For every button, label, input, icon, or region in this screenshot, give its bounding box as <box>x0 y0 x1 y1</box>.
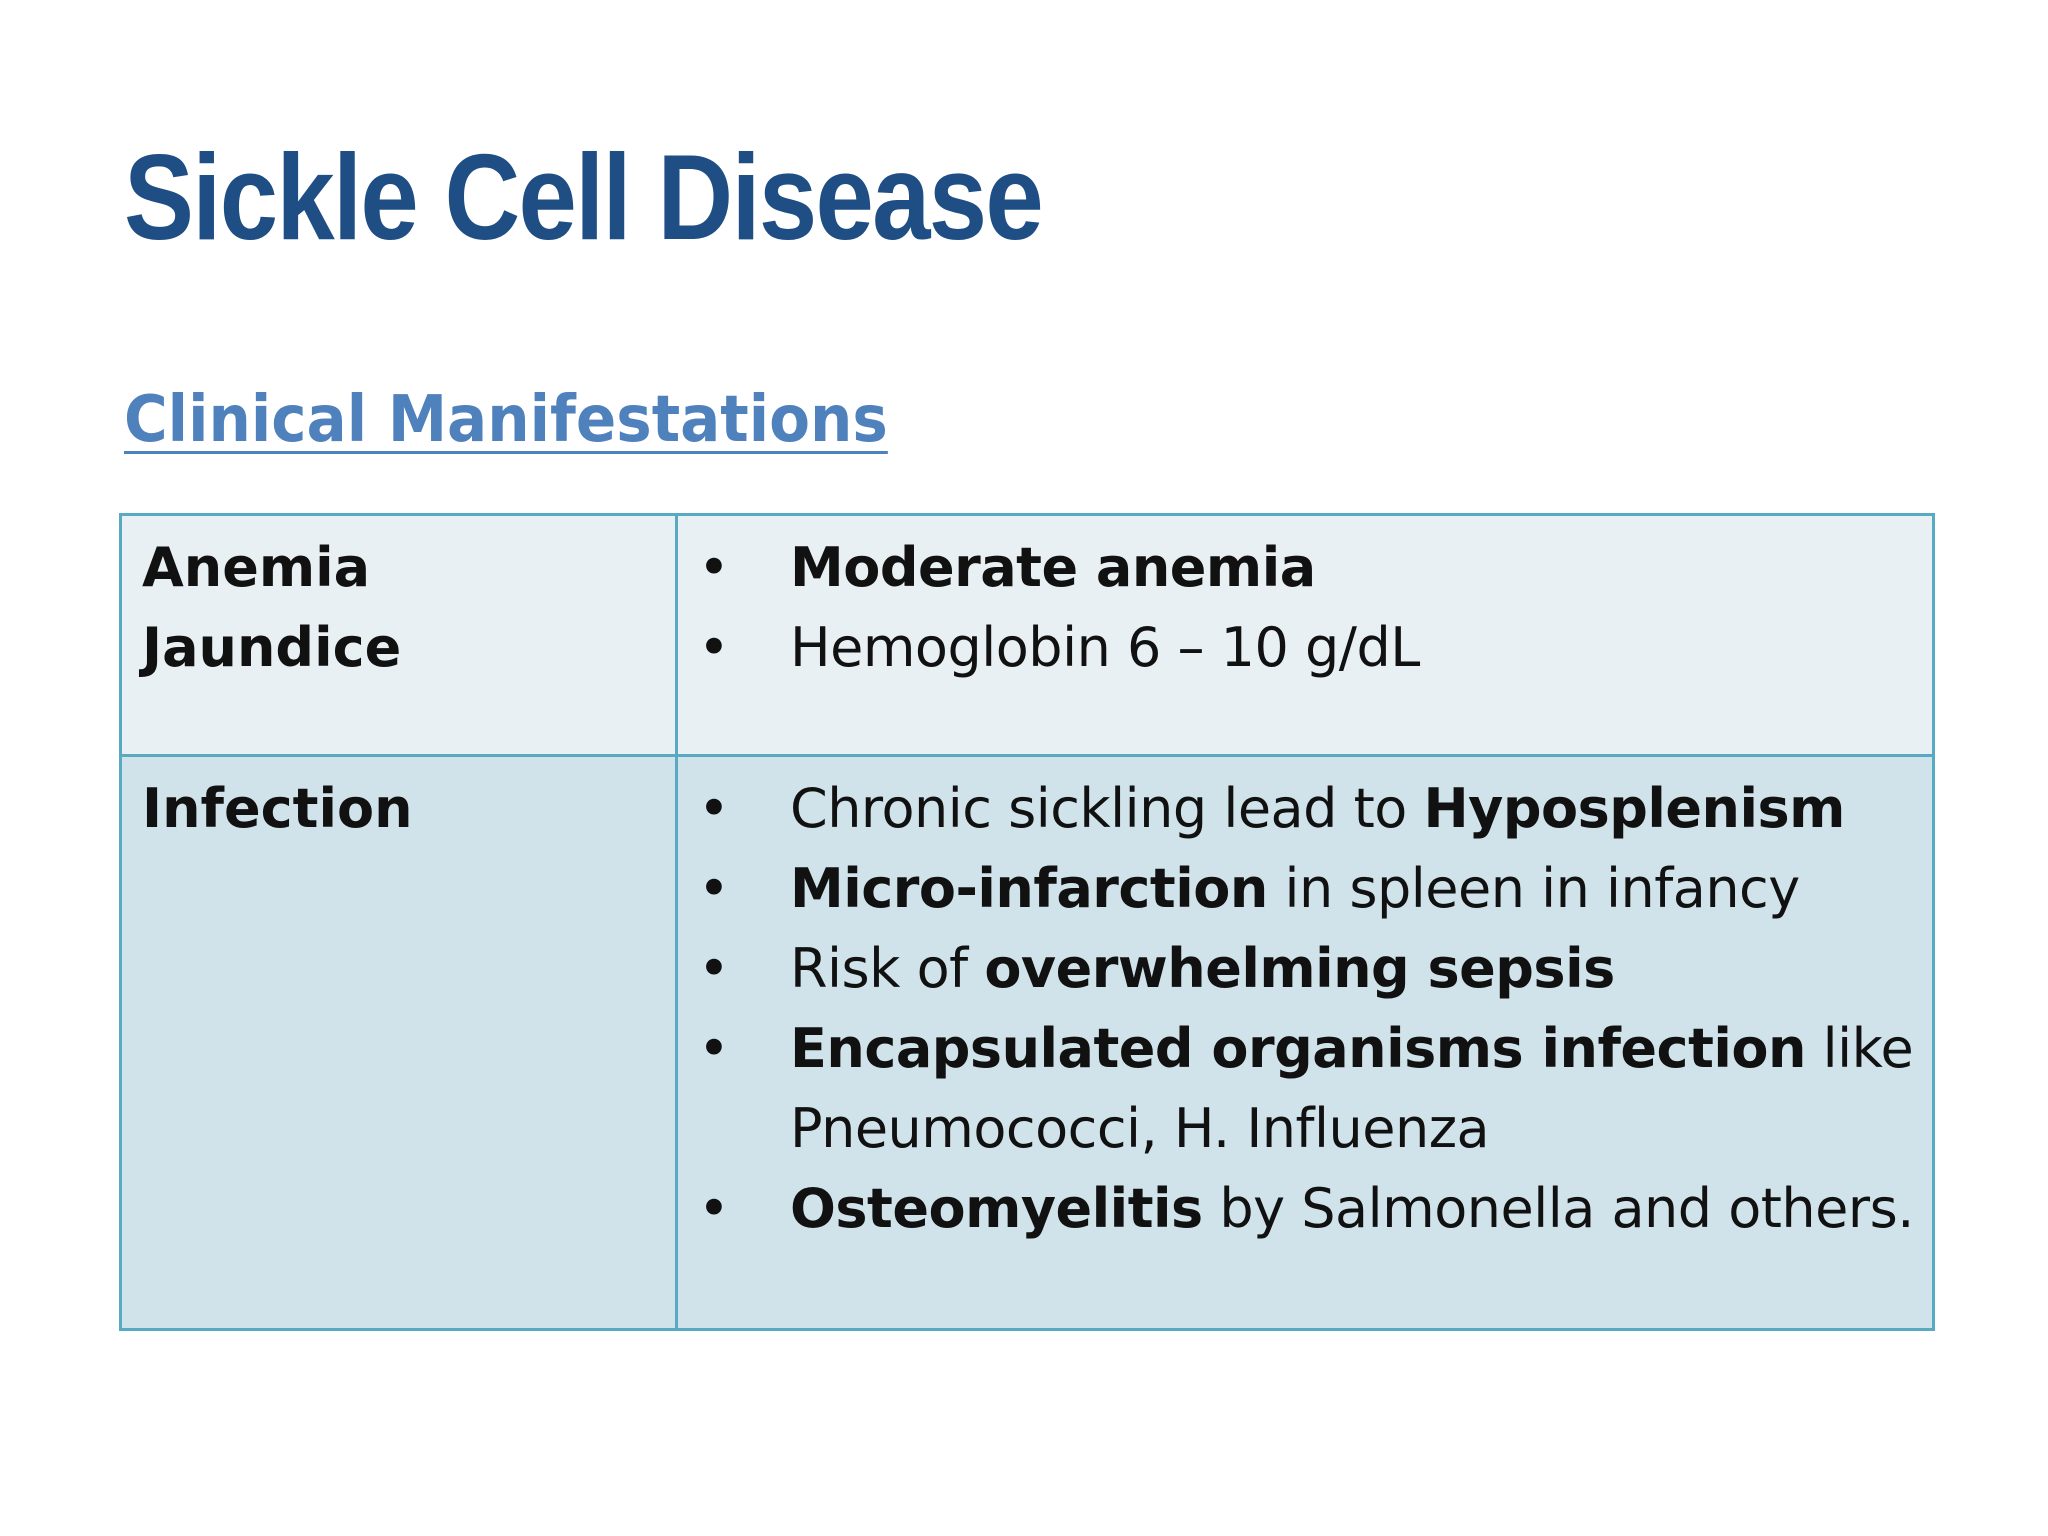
details-cell <box>677 515 1934 756</box>
bullet-dot-icon: • <box>698 616 730 679</box>
bullet-item <box>698 929 1914 1009</box>
condition-label: Anemia <box>142 536 371 599</box>
bullet-text: Risk of <box>790 937 985 1000</box>
bullet-list <box>698 769 1914 1249</box>
bullet-text-continuation: Pneumococci, H. Influenza <box>790 1097 1490 1160</box>
bullet-text: Chronic sickling lead to <box>790 777 1424 840</box>
manifestations-table <box>119 513 1935 1331</box>
bullet-text-bold: Micro-infarction <box>790 857 1268 920</box>
condition-label: Infection <box>142 777 413 840</box>
table-row <box>121 515 1934 756</box>
slide-subtitle: Clinical Manifestations <box>124 383 888 457</box>
bullet-text: by Salmonella and others. <box>1202 1177 1914 1240</box>
bullet-list <box>698 528 1914 688</box>
bullet-item <box>698 1009 1914 1169</box>
bullet-item <box>698 608 1914 688</box>
bullet-dot-icon: • <box>698 937 730 1000</box>
bullet-dot-icon: • <box>698 777 730 840</box>
bullet-item <box>698 1169 1914 1249</box>
bullet-dot-icon: • <box>698 1177 730 1240</box>
bullet-text: in spleen in infancy <box>1267 857 1800 920</box>
bullet-text-bold: Moderate anemia <box>790 536 1316 599</box>
bullet-text-bold: Encapsulated organisms infection <box>790 1017 1806 1080</box>
bullet-text-bold: Osteomyelitis <box>790 1177 1203 1240</box>
table-row <box>121 756 1934 1330</box>
bullet-item <box>698 528 1914 608</box>
bullet-text: Hemoglobin 6 – 10 g/dL <box>790 616 1420 679</box>
bullet-text-bold: overwhelming sepsis <box>984 937 1615 1000</box>
slide-title: Sickle Cell Disease <box>124 129 1043 265</box>
bullet-dot-icon: • <box>698 857 730 920</box>
condition-label: Jaundice <box>142 616 402 679</box>
bullet-item <box>698 849 1914 929</box>
bullet-item <box>698 769 1914 849</box>
bullet-text-bold: Hyposplenism <box>1423 777 1845 840</box>
bullet-dot-icon: • <box>698 536 730 599</box>
bullet-dot-icon: • <box>698 1017 730 1080</box>
condition-cell <box>121 756 677 1330</box>
condition-cell <box>121 515 677 756</box>
bullet-text: like <box>1805 1017 1914 1080</box>
details-cell <box>677 756 1934 1330</box>
